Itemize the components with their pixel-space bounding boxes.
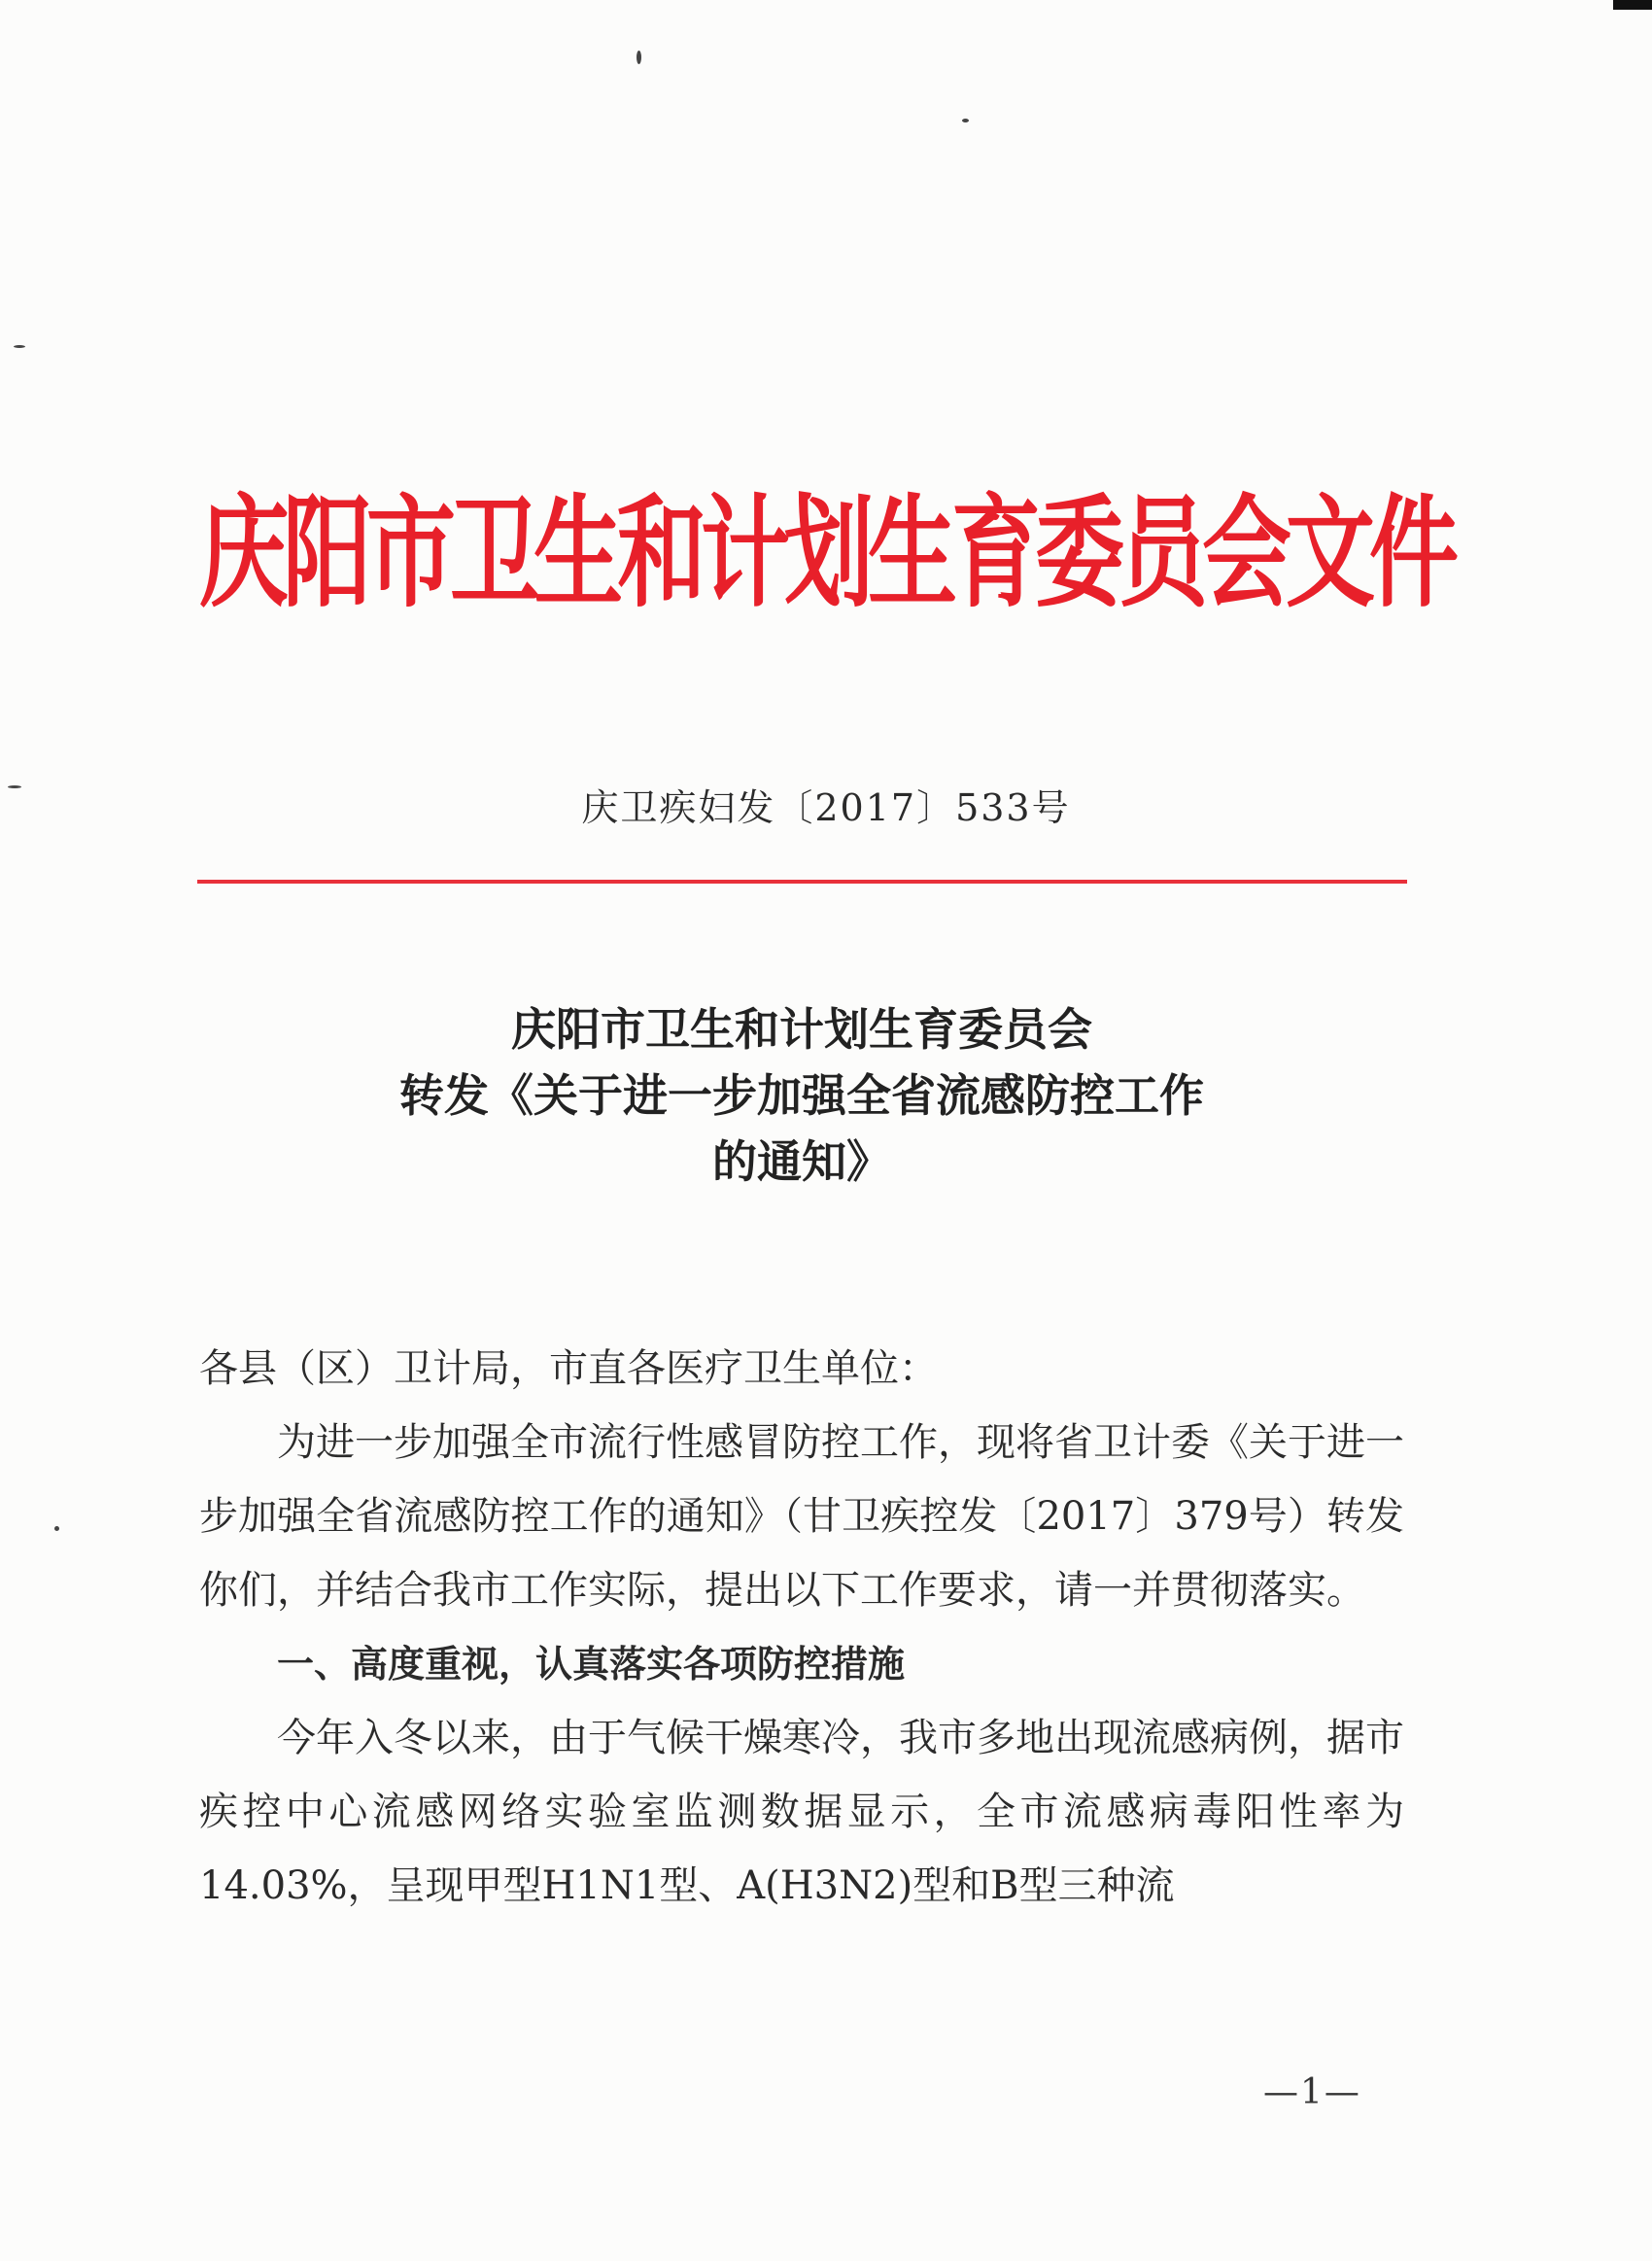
document-number: 庆卫疾妇发〔2017〕533号	[581, 786, 1071, 829]
notice-title-line: 的通知》	[712, 1135, 891, 1188]
agency-header-title: 庆阳市卫生和计划生育委员会文件	[199, 483, 1454, 624]
notice-title-line: 庆阳市卫生和计划生育委员会	[511, 1003, 1092, 1056]
scan-corner-mark	[1613, 0, 1652, 10]
scan-speck	[14, 345, 25, 348]
notice-title	[194, 996, 1409, 1195]
scan-speck	[637, 51, 641, 64]
scan-speck	[54, 1526, 59, 1531]
scan-speck	[962, 119, 969, 122]
header-red-rule	[197, 880, 1407, 884]
page-number: —1—	[1263, 2072, 1361, 2112]
notice-title-line: 转发《关于进一步加强全省流感防控工作	[399, 1069, 1204, 1122]
document-body	[199, 1332, 1404, 1923]
body-paragraph: 今年入冬以来，由于气候干燥寒冷，我市多地出现流感病例，据市疾控中心流感网络实验室监测数据显示，全市流感病毒阳性率为14.03%，呈现甲型H1N1型、A(H3N2)型和B型三种流	[199, 1716, 1404, 1908]
section-heading: 一、高度重视，认真落实各项防控措施	[277, 1643, 906, 1686]
body-paragraph: 为进一步加强全市流行性感冒防控工作，现将省卫计委《关于进一步加强全省流感防控工作的通知》（甘卫疾控发〔2017〕379号）转发你们，并结合我市工作实际，提出以下工作要求，请一并贯彻落实。	[199, 1420, 1404, 1613]
salutation: 各县（区）卫计局，市直各医疗卫生单位：	[199, 1346, 938, 1391]
